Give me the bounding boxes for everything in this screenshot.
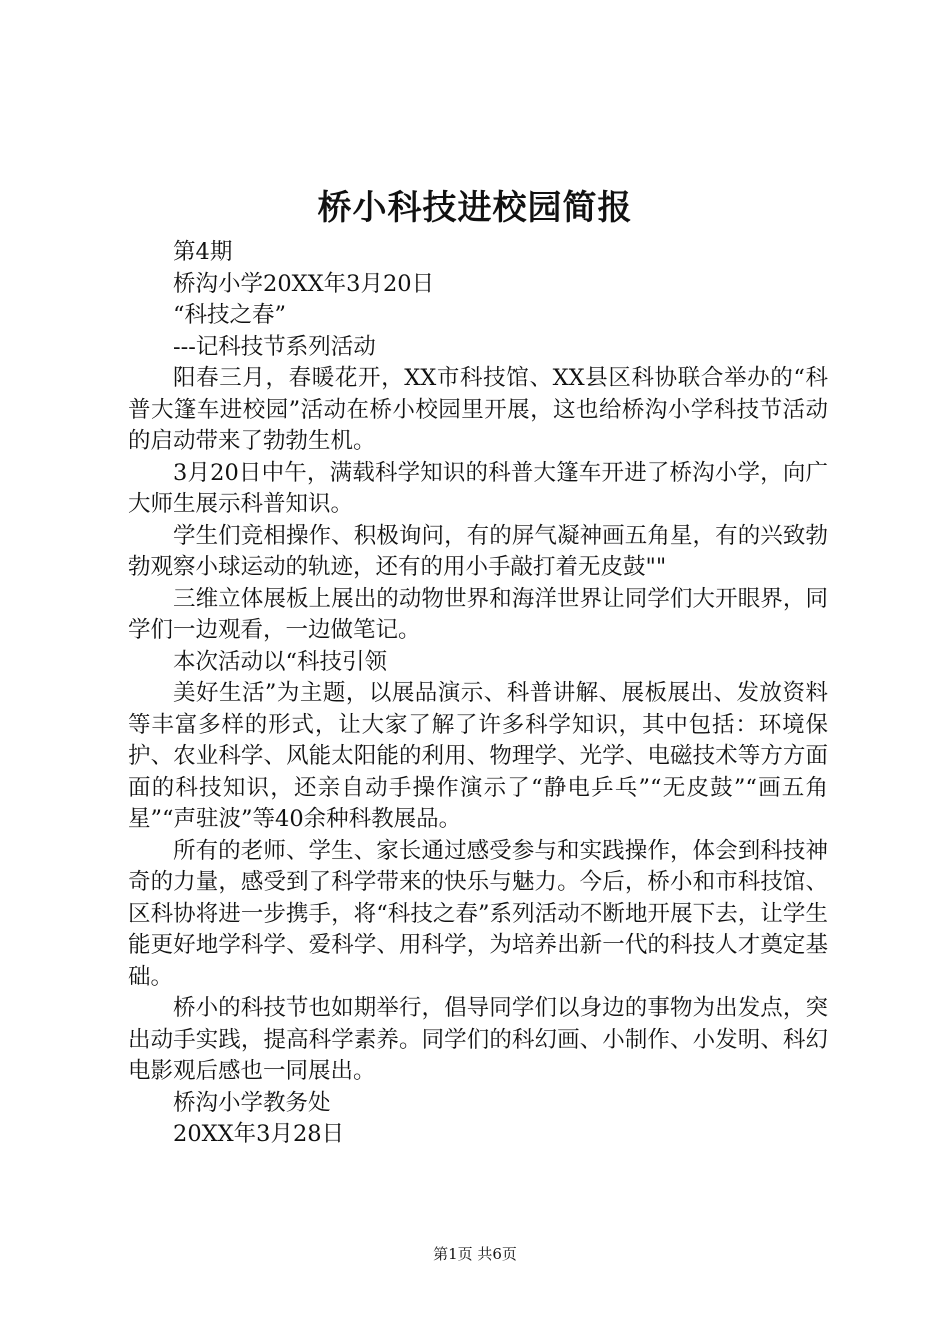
paragraph: 阳春三月，春暖花开，XX市科技馆、XX县区科协联合举办的“科普大篷车进校园”活动在桥小校园里开展，这也给桥沟小学科技节活动的启动带来了勃勃生机。 (128, 365, 828, 454)
signature-date: 20XX年3月28日 (173, 1121, 345, 1147)
paragraph: 3月20日中午，满载科学知识的科普大篷车开进了桥沟小学，向广大师生展示科普知识。 (128, 459, 828, 517)
document-body (128, 237, 828, 1151)
paragraph: 学生们竞相操作、积极询问，有的屏气凝神画五角星，有的兴致勃勃观察小球运动的轨迹，还有的用小手敲打着无皮鼓"" (128, 522, 828, 580)
paragraph: 所有的老师、学生、家长通过感受参与和实践操作，体会到科技神奇的力量，感受到了科学带来的快乐与魅力。今后，桥小和市科技馆、区科协将进一步携手，将“科技之春”系列活动不断地开展下去，让学生能更好地学科学、爱科学、用科学，为培养出新一代的科技人才奠定基础。 (128, 837, 828, 990)
issue-number: 第4期 (173, 239, 233, 265)
issue-date-line: 桥沟小学20XX年3月20日 (173, 270, 435, 297)
paragraph: 美好生活”为主题，以展品演示、科普讲解、展板展出、发放资料等丰富多样的形式，让大家了解了许多科学知识，其中包括：环境保护、农业科学、风能太阳能的利用、物理学、光学、电磁技术等方方面面的科技知识，还亲自动手操作演示了“静电乒乓”“无皮鼓”“画五角星”“声驻波”等40余种科教展品。 (128, 680, 828, 832)
document-title: 桥小科技进校园简报 (317, 188, 633, 228)
paragraph: 三维立体展板上展出的动物世界和海洋世界让同学们大开眼界，同学们一边观看，一边做笔记。 (128, 585, 828, 643)
paragraph: 本次活动以“科技引领 (173, 648, 388, 675)
signature-office: 桥沟小学教务处 (173, 1089, 331, 1116)
paragraph: 桥小的科技节也如期举行，倡导同学们以身边的事物为出发点，突出动手实践，提高科学素养。同学们的科幻画、小制作、小发明、科幻电影观后感也一同展出。 (128, 995, 828, 1084)
page-footer: 第1页 共6页 (433, 1245, 517, 1263)
section-heading: “科技之春” (173, 302, 287, 328)
section-subheading: ---记科技节系列活动 (173, 333, 376, 360)
